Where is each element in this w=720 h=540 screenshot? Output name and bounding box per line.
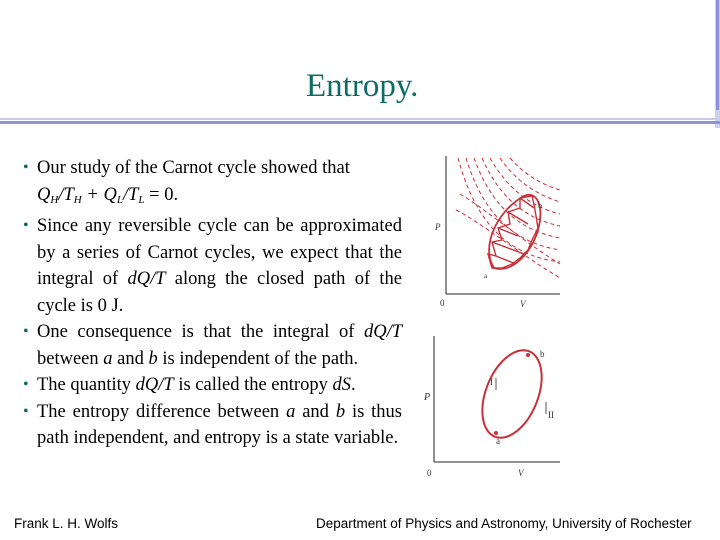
bullet-state-variable: • The entropy difference between a and b is thus path independent, and entropy is a state variable.	[22, 399, 402, 452]
page-title: Entropy.	[306, 68, 419, 104]
bullet-list	[22, 155, 402, 452]
accent-bar-horizontal-dark	[0, 121, 720, 124]
origin-label: 0	[440, 298, 445, 308]
accent-bar-horizontal	[0, 118, 720, 120]
pv-diagram-paths	[420, 330, 570, 480]
point-a-label: a	[484, 272, 488, 280]
bullet-carnot: • Our study of the Carnot cycle showed that $Q_H/T_H + Q_L/T_L = 0$.	[22, 155, 402, 213]
isotherm-lines	[456, 158, 560, 278]
origin-label: 0	[427, 468, 432, 478]
path1-label: I	[490, 377, 493, 387]
path2-label: II	[548, 410, 554, 420]
p-axis-label: P	[424, 392, 431, 403]
p-axis-label: P	[435, 222, 441, 232]
point-a-label: a	[496, 436, 500, 446]
footer-author: Frank L. H. Wolfs	[14, 516, 119, 531]
bullet-reversible: • Since any reversible cycle can be approximated by a series of Carnot cycles, we expect that the integral of dQ/T along the closed path of the cycle is 0 J.	[22, 213, 402, 319]
point-b-label: b	[538, 201, 542, 210]
point-b-label: b	[540, 349, 545, 359]
point-a	[494, 431, 498, 435]
point-b	[526, 353, 530, 357]
bullet-consequence: • One consequence is that the integral of dQ/T between a and b is independent of the path.	[22, 319, 402, 372]
pv-diagram-carnot	[420, 150, 570, 312]
accent-bar-vertical-dark	[716, 0, 719, 110]
cycle-path	[489, 195, 540, 269]
bullet-entropy-definition: • The quantity dQ/T is called the entropy dS.	[22, 372, 402, 399]
footer-department: Department of Physics and Astronomy, University of Rochester	[316, 516, 692, 531]
v-axis-label: V	[518, 468, 524, 478]
v-axis-label: V	[520, 299, 526, 309]
